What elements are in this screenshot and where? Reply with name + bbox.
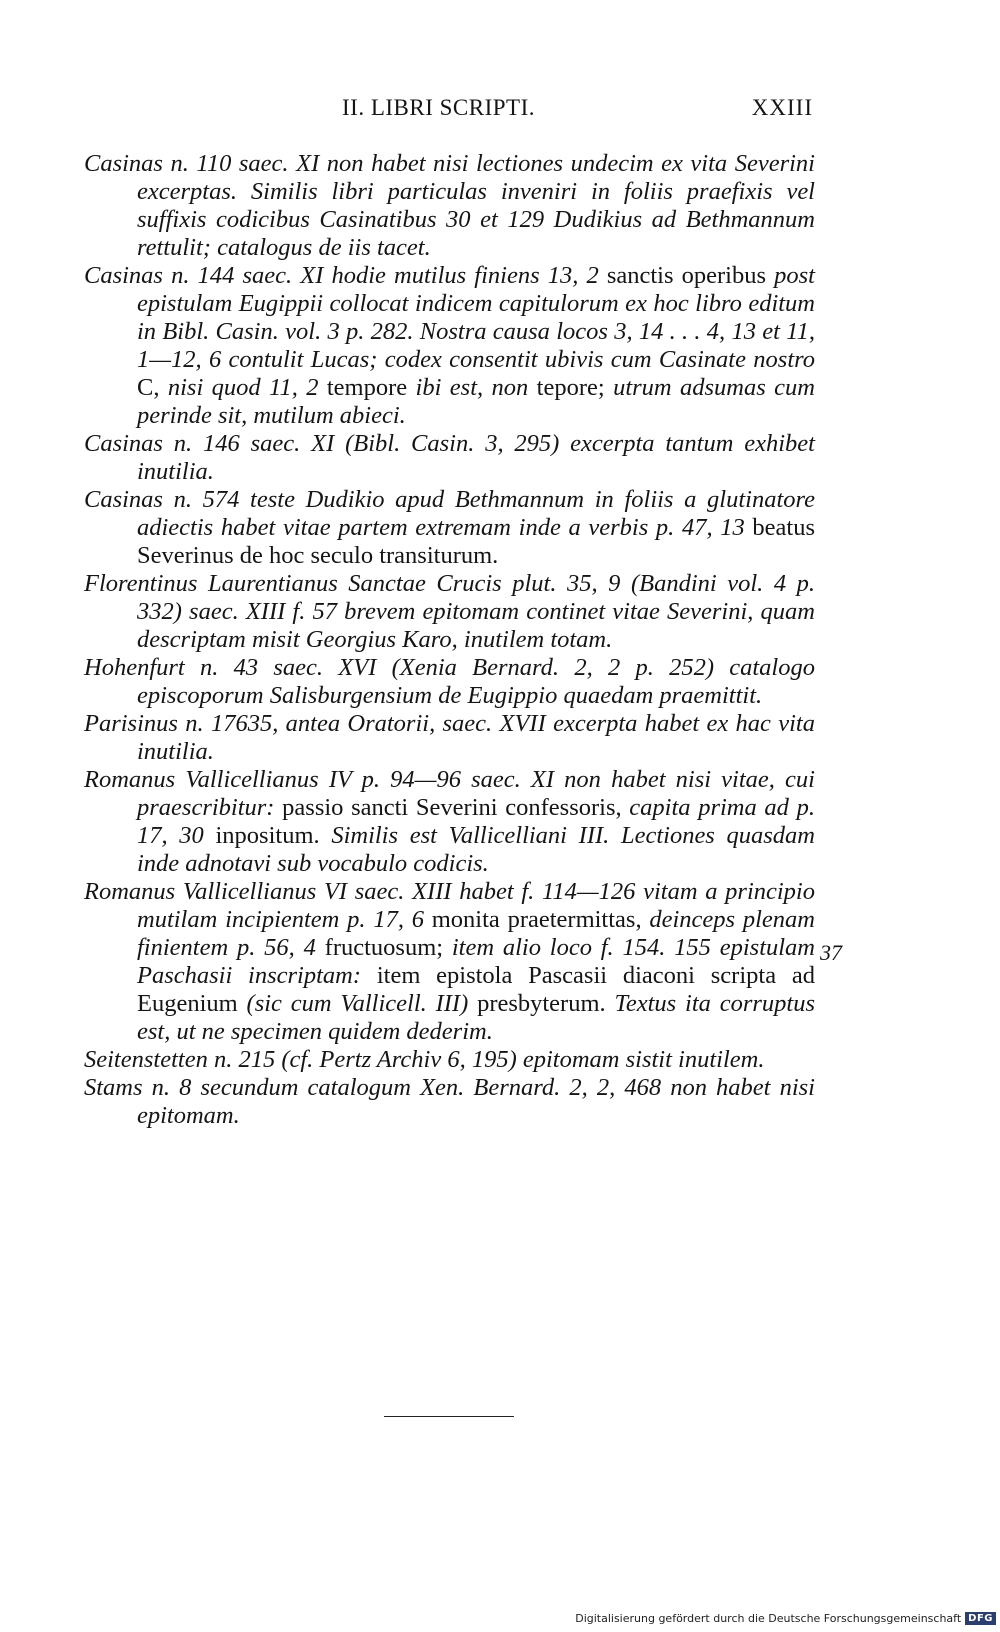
margin-line-number: 37 [820, 940, 842, 965]
footer-text: Digitalisierung gefördert durch die Deutsche Forschungsgemeinschaft [575, 1611, 962, 1625]
italic-text-segment: deinceps plenam finientem p. 56, 4 [137, 906, 815, 961]
manuscript-entry [84, 878, 815, 1046]
manuscript-entry [84, 1046, 815, 1074]
manuscript-list [84, 150, 815, 1130]
roman-text-segment: C, [137, 374, 168, 401]
roman-text-segment: inpositum. [215, 822, 332, 849]
manuscript-entry [84, 486, 815, 570]
italic-text-segment: Casinas n. 110 saec. XI non habet nisi lectiones undecim ex vita Severini excerptas. Similis libri particulas inveniri in foliis praefixis vel suffixis codicibus Casinatibus 30 et 129 Dudikius ad Bethmannum rettulit; catalogus de iis tacet. [84, 150, 815, 261]
italic-text-segment: Romanus Vallicellianus IV p. 94—96 saec. XI non habet nisi vitae, cui praescribitur: [84, 766, 815, 821]
italic-text-segment: post epistulam Eugippii collocat indicem capitulorum ex hoc libro editum in Bibl. Casin. vol. 3 p. 282. Nostra causa locos 3, 14 . . . 4, 13 et 11, 1—12, 6 contulit Lucas; codex consentit ubivis cum Casinate nostro [137, 262, 815, 373]
italic-text-segment: ibi est, non [415, 374, 537, 401]
manuscript-entry [84, 710, 815, 766]
italic-text-segment: Casinas n. 146 saec. XI (Bibl. Casin. 3, 295) excerpta tantum exhibet inutilia. [84, 430, 815, 485]
italic-text-segment: Textus ita corruptus est, ut ne specimen quidem dederim. [137, 990, 815, 1045]
roman-text-segment: tepore; [536, 374, 614, 401]
roman-text-segment: beatus Severinus de hoc seculo transiturum. [137, 514, 815, 569]
running-header [80, 95, 813, 125]
italic-text-segment: Seitenstetten n. 215 (cf. Pertz Archiv 6, 195) epitomam sistit inutilem. [84, 1046, 765, 1073]
italic-text-segment: Hohenfurt n. 43 saec. XVI (Xenia Bernard. 2, 2 p. 252) catalogo episcoporum Salisburgensium de Eugippio quaedam praemittit. [84, 654, 815, 709]
italic-text-segment: nisi quod 11, 2 [167, 374, 327, 401]
italic-text-segment: Romanus Vallicellianus VI saec. XIII habet f. 114—126 vitam a principio mutilam incipientem p. 17, 6 [84, 878, 815, 933]
roman-text-segment: tempore [326, 374, 416, 401]
manuscript-entry [84, 654, 815, 710]
manuscript-entry [84, 570, 815, 654]
roman-text-segment: passio sancti Severini confessoris, [282, 794, 630, 821]
roman-text-segment: item epistola Pascasii diaconi scripta ad Eugenium [137, 962, 815, 1017]
dfg-logo: DFG [965, 1612, 996, 1625]
italic-text-segment: Similis est Vallicelliani III. Lectiones quasdam inde adnotavi sub vocabulo codicis. [137, 822, 816, 877]
italic-text-segment: Parisinus n. 17635, antea Oratorii, saec. XVII excerpta habet ex hac vita inutilia. [84, 710, 815, 765]
footer-credit [575, 1608, 996, 1628]
italic-text-segment: Florentinus Laurentianus Sanctae Crucis plut. 35, 9 (Bandini vol. 4 p. 332) saec. XIII f. 57 brevem epitomam continet vitae Severini, quam descriptam misit Georgius Karo, inutilem totam. [84, 570, 815, 653]
manuscript-entry [84, 766, 815, 878]
roman-text-segment: monita praetermittas, [431, 906, 650, 933]
italic-text-segment: utrum adsumas cum perinde sit, mutilum abieci. [137, 374, 815, 429]
section-end-rule [384, 1416, 514, 1417]
italic-text-segment: (sic cum Vallicell. III) [246, 990, 478, 1017]
italic-text-segment: Stams n. 8 secundum catalogum Xen. Bernard. 2, 2, 468 non habet nisi epitomam. [84, 1074, 815, 1129]
running-title: II. LIBRI SCRIPTI. [342, 95, 535, 120]
manuscript-entry [84, 262, 815, 430]
italic-text-segment: Casinas n. 574 teste Dudikio apud Bethmannum in foliis a glutinatore adiectis habet vitae partem extremam inde a verbis p. 47, 13 [84, 486, 815, 541]
italic-text-segment: capita prima ad p. 17, 30 [137, 794, 815, 849]
manuscript-entry [84, 150, 815, 262]
manuscript-entry [84, 430, 815, 486]
roman-text-segment: fructuosum; [324, 934, 452, 961]
italic-text-segment: Casinas n. 144 saec. XI hodie mutilus finiens 13, 2 [84, 262, 607, 289]
roman-text-segment: sanctis operibus [606, 262, 775, 289]
manuscript-entry [84, 1074, 815, 1130]
page-number: XXIII [751, 95, 813, 120]
roman-text-segment: presbyterum. [477, 990, 615, 1017]
italic-text-segment: item alio loco f. 154. 155 epistulam Paschasii inscriptam: [137, 934, 815, 989]
